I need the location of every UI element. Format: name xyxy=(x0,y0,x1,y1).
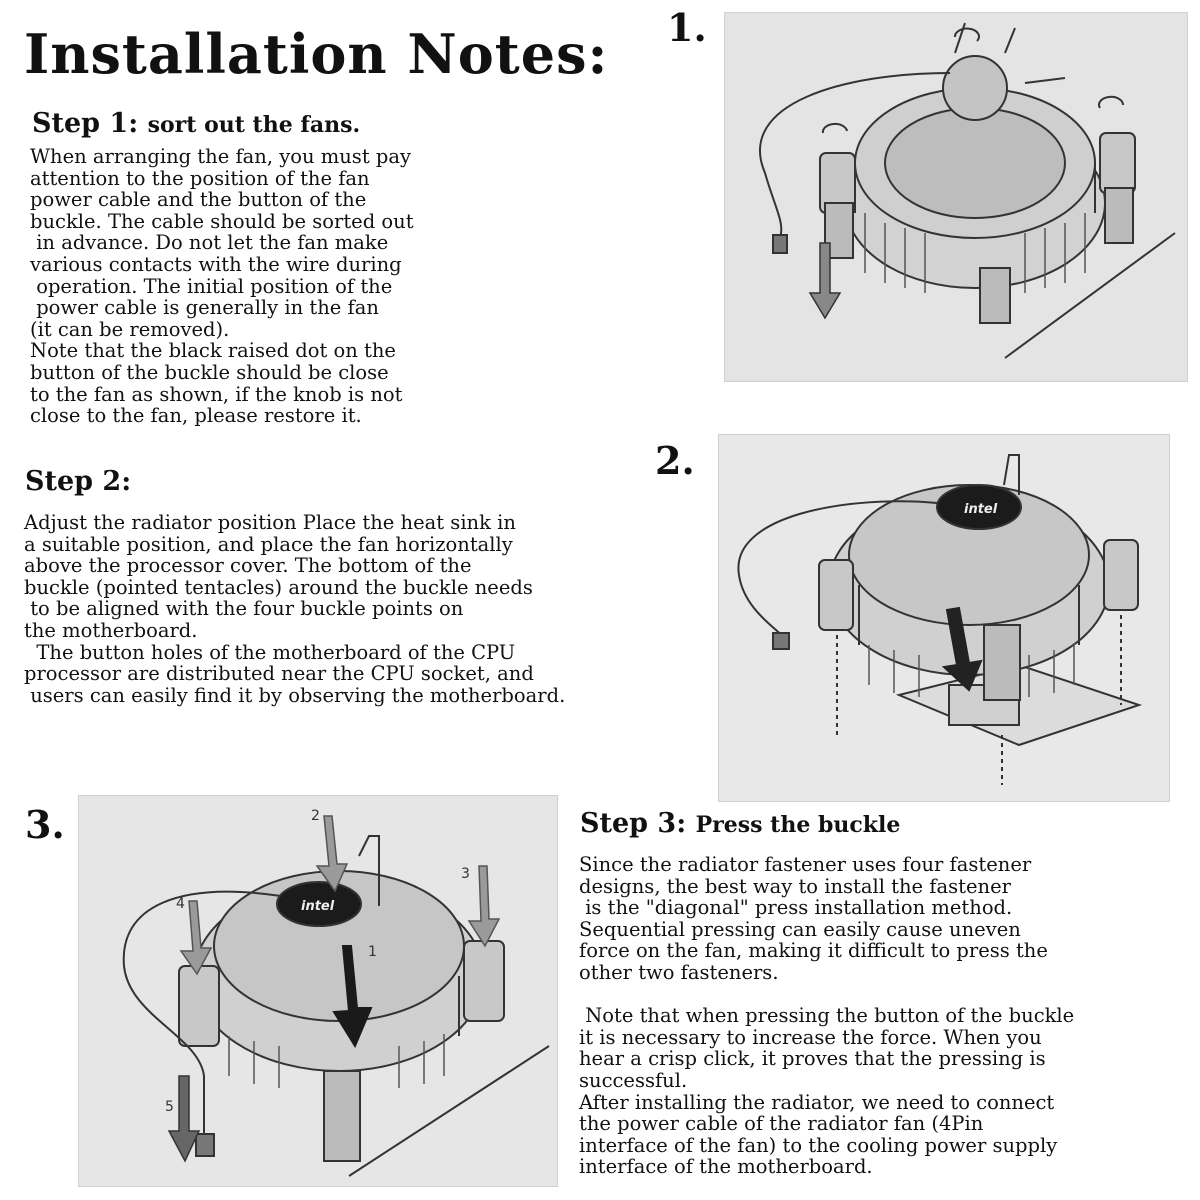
step3-body-line: Note that when pressing the button of the buckle xyxy=(579,1004,1075,1028)
step1-body xyxy=(30,146,414,427)
step2-body xyxy=(24,512,565,706)
callout-2: 2 xyxy=(311,808,320,824)
step1-body-line: various contacts with the wire during xyxy=(30,252,402,276)
step1-heading: Step 1: xyxy=(32,108,139,139)
figure2-image xyxy=(718,434,1170,802)
figure1-image xyxy=(724,12,1188,382)
step3-body-line xyxy=(579,984,1074,1006)
figure1-number: 1. xyxy=(667,5,707,50)
step1-body-line: When arranging the fan, you must pay xyxy=(30,145,411,168)
step3-body-line: Sequential pressing can easily cause uneven xyxy=(579,917,1021,941)
step2-body-line: a suitable position, and place the fan horizontally xyxy=(24,532,513,556)
step3-heading-row xyxy=(580,808,900,839)
step3-body-line: interface of the fan) to the cooling power supply xyxy=(579,1133,1058,1157)
step3-subheading: Press the buckle xyxy=(695,812,901,838)
step2-body-line: The button holes of the motherboard of the CPU xyxy=(24,640,516,664)
step3-body-line: After installing the radiator, we need to connect xyxy=(579,1090,1055,1114)
figure3-image xyxy=(78,795,558,1187)
step2-body-line: processor are distributed near the CPU socket, and xyxy=(24,662,534,686)
step3-body-line: successful. xyxy=(579,1068,688,1092)
step3-body-line: other two fasteners. xyxy=(579,960,779,984)
callout-3: 3 xyxy=(461,866,470,882)
step3-body-line: designs, the best way to install the fastener xyxy=(579,874,1011,898)
figure2-number: 2. xyxy=(655,438,695,483)
step1-subheading: sort out the fans. xyxy=(147,112,361,138)
step1-body-line: button of the buckle should be close xyxy=(30,360,389,384)
callout-4: 4 xyxy=(176,896,185,912)
step1-heading-row xyxy=(32,108,360,139)
step1-body-line: buckle. The cable should be sorted out xyxy=(30,209,414,233)
step3-body-line: the power cable of the radiator fan (4Pin xyxy=(579,1112,984,1136)
step3-body-line: force on the fan, making it difficult to press the xyxy=(579,939,1048,963)
step3-body-line: it is necessary to increase the force. When you xyxy=(579,1025,1042,1049)
step2-body-line: buckle (pointed tentacles) around the buckle needs xyxy=(24,575,533,599)
page-title: Installation Notes: xyxy=(24,22,609,86)
step2-body-line: Adjust the radiator position Place the heat sink in xyxy=(24,511,516,534)
step1-body-line: power cable is generally in the fan xyxy=(30,296,379,320)
step3-body-line: interface of the motherboard. xyxy=(579,1155,873,1179)
step1-body-line: in advance. Do not let the fan make xyxy=(30,231,389,255)
step2-body-line: the motherboard. xyxy=(24,618,198,642)
step2-body-line: users can easily find it by observing the motherboard. xyxy=(24,683,566,707)
step1-body-line: attention to the position of the fan xyxy=(30,166,370,190)
figure2-fan-illustration xyxy=(719,435,1169,801)
figure3-number: 3. xyxy=(25,802,65,847)
step3-body-line: hear a crisp click, it proves that the pressing is xyxy=(579,1047,1046,1071)
figure1-fan-illustration xyxy=(725,13,1187,381)
step3-body-line: Since the radiator fastener uses four fastener xyxy=(579,853,1032,876)
figure2-intel-logo: intel xyxy=(964,502,998,517)
step1-body-line: Note that the black raised dot on the xyxy=(30,339,396,363)
step1-body-line: to the fan as shown, if the knob is not xyxy=(30,382,403,406)
step3-heading: Step 3: xyxy=(580,808,687,839)
step1-body-line: (it can be removed). xyxy=(30,317,230,341)
step3-body-line: is the "diagonal" press installation method. xyxy=(579,896,1013,920)
step1-body-line: operation. The initial position of the xyxy=(30,274,393,298)
step1-body-line: power cable and the button of the xyxy=(30,188,367,212)
callout-5: 5 xyxy=(165,1099,174,1115)
callout-1: 1 xyxy=(368,944,377,960)
step2-heading: Step 2: xyxy=(25,466,132,497)
figure3-fan-illustration xyxy=(79,796,557,1186)
step2-body-line: to be aligned with the four buckle points on xyxy=(24,597,464,621)
step2-body-line: above the processor cover. The bottom of the xyxy=(24,554,472,578)
figure3-intel-logo: intel xyxy=(301,899,335,914)
step1-body-line: close to the fan, please restore it. xyxy=(30,404,362,428)
step3-body xyxy=(579,854,1074,1178)
